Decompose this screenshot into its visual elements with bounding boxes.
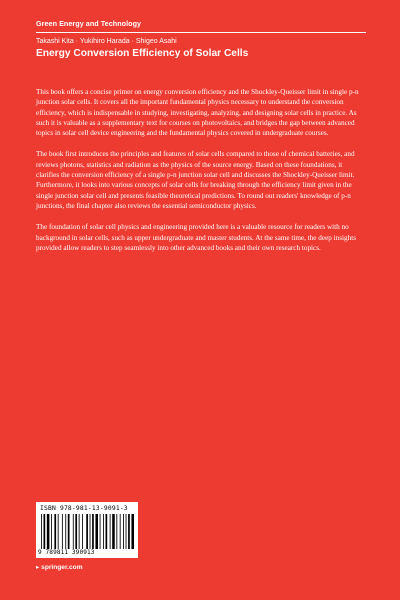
description-paragraph: The book first introduces the principles and features of solar cells compared to those of chemical batteries, and reviews photons, statistics and radiation as the physics of the source energy. Based on these foundations, it clarifies the conversion efficiency of a single p-n junction solar cell and discusses the Shockley-Queisser limit. Furthermore, it looks into various concepts of solar cells for breaking through the efficiency limit given in the single junction solar cell and presents feasible theoretical predictions. To round out readers' knowledge of p-n junctions, the final chapter also reviews the essential semiconductor physics. [36,150,355,210]
barcode-bar [116,514,117,549]
barcode-bar [65,514,66,549]
springer-arrow-icon: ▸ [36,564,42,571]
barcode-bar [103,514,104,549]
isbn-barcode [36,502,138,558]
barcode-bar [54,514,56,549]
authors: Takashi Kita · Yukihiro Harada · Shigeo Asahi [36,38,177,45]
barcode-bar [131,514,134,549]
barcode-bar [92,514,94,549]
barcode-bar [100,514,101,549]
barcode-bar [95,514,98,549]
barcode-bar [120,514,121,549]
description-paragraph: This book offers a concise primer on energy conversion efficiency and the Shockley-Queisser limit in single p-n junction solar cells. It covers all the important fundamental physics necessary to understand the conversion efficiency, which is indispensable in studying, investigating, analyzing, and designing solar cells in practice. As such it is valuable as a supplementary text for courses on photovoltaics, and bridges the gap between advanced topics in solar cell device engineering and the fundamental physics covered in undergraduate courses. [36,88,359,138]
barcode-bar [68,514,70,549]
barcode-bar [126,514,127,549]
series-name: Green Energy and Technology [36,19,142,28]
barcode-bar [75,514,77,549]
barcode-bar [41,514,42,549]
publisher-website: springer.com [41,564,83,571]
barcode-bar [110,514,111,549]
barcode-bars [40,514,134,549]
barcode-bar [47,514,50,549]
barcode-bar [62,514,63,549]
isbn-label: ISBN 978-981-13-9091-3 [40,505,128,512]
publisher-link[interactable] [36,563,83,571]
barcode-bar [73,514,74,549]
barcode-bar [82,514,83,549]
barcode-bar [112,514,115,549]
barcode-bar [106,514,108,549]
description-paragraph: The foundation of solar cell physics and engineering provided here is a valuable resource for readers with no background in solar cells, such as upper undergraduate and master students. At the same time, the deep insights provided allow readers to step seamlessly into other advanced books and their own research topics. [36,223,357,252]
barcode-bar [58,514,59,549]
barcode-bar [86,514,88,549]
barcode-bar [123,514,124,549]
book-title: Energy Conversion Efficiency of Solar Cells [36,48,249,59]
header-divider [36,32,366,33]
barcode-bar [128,514,130,549]
barcode-bar [79,514,80,549]
barcode-bar [90,514,91,549]
ean-digits: 9 789811 390913 [38,549,95,556]
barcode-bar [51,514,52,549]
barcode-bar [44,514,46,549]
description [36,87,364,264]
